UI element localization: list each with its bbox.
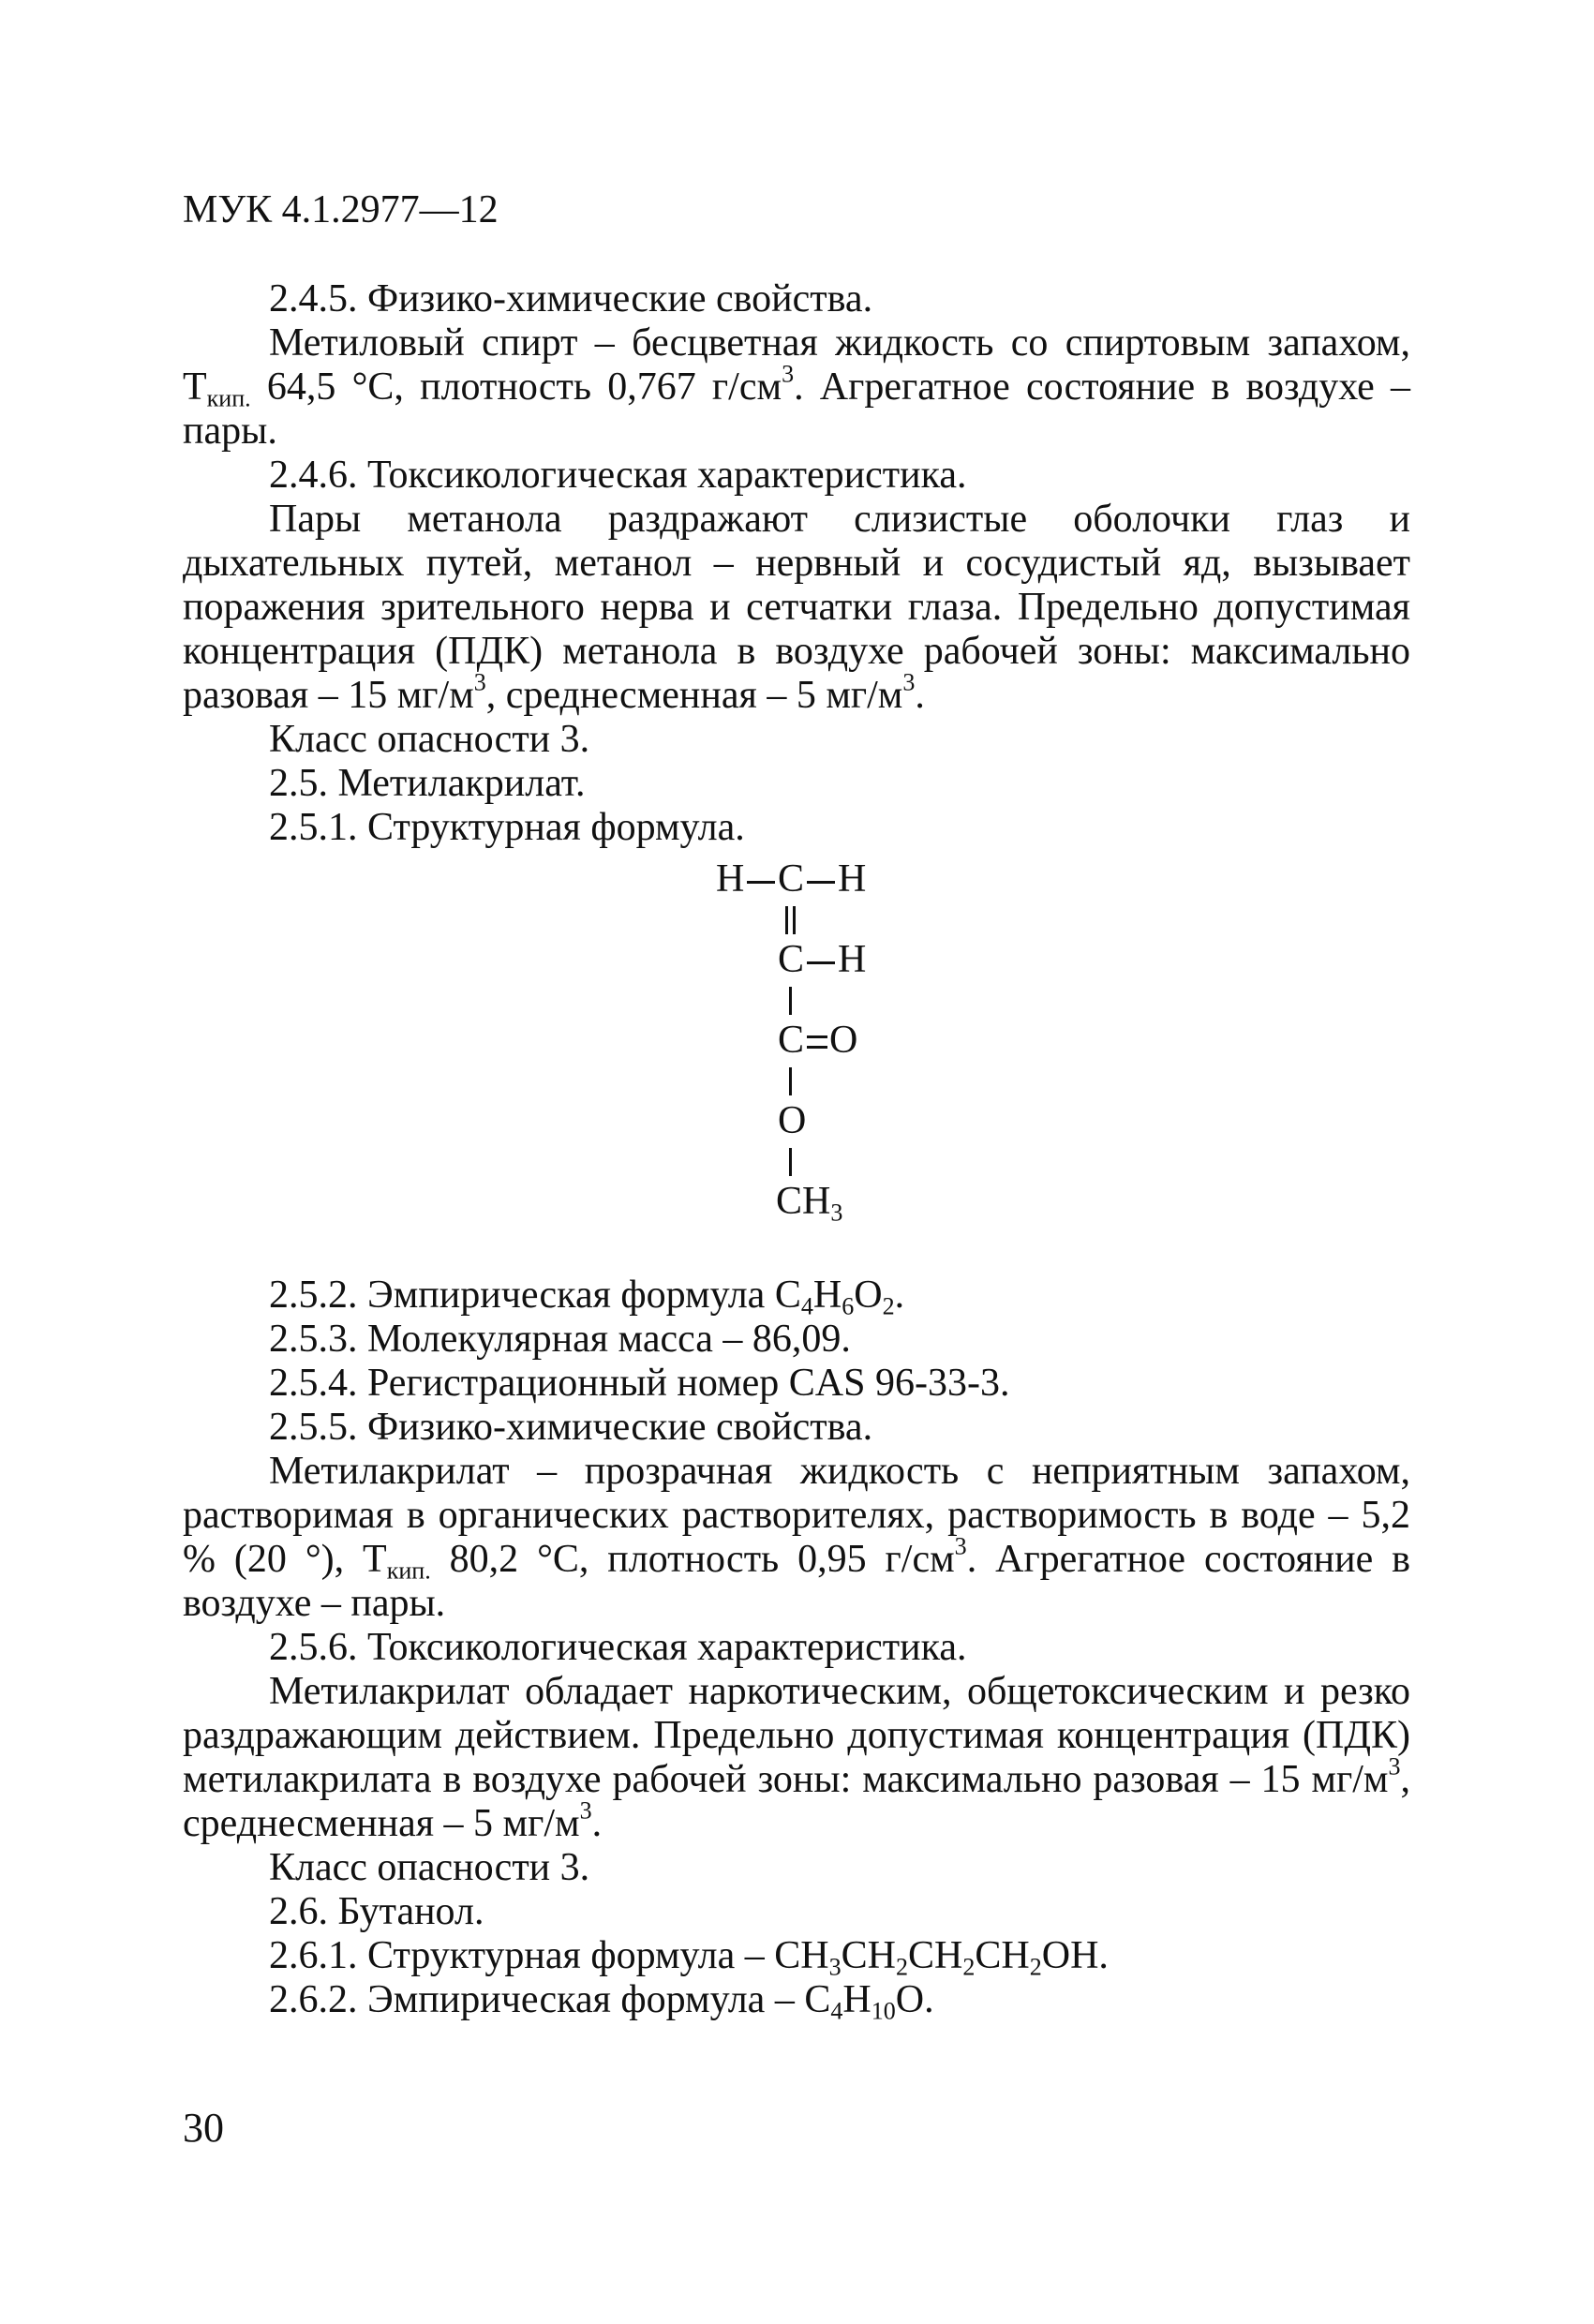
formula-bond	[789, 1067, 792, 1095]
page-body	[183, 277, 1410, 2025]
section-2-5-6-text: Метилакрилат обладает наркотическим, общетоксическим и резко раздражающим действием. Предельно допустимая концентрация (ПДК) метилакрилата в воздухе рабочей зоны: максимально разовая – 15 $мг/м^3$, среднесменная – 5 $мг/м^3$.	[183, 1670, 1410, 1845]
formula-double-bond	[785, 906, 788, 934]
page-number: 30	[183, 2105, 224, 2151]
formula-o-carbonyl: O	[829, 1019, 858, 1062]
section-2-5-1-heading: 2.5.1. Структурная формула.	[269, 806, 745, 849]
section-2-4-5-text: Метиловый спирт – бесцветная жидкость со спиртовым запахом, $Т_{кип.}$ 64,5 °С, плотность 0,767 $г/см^3$. Агрегатное состояние в воздухе – пары.	[183, 321, 1410, 453]
section-2-6-2: 2.6.2. Эмпирическая формула – $C_4H_{10}O$.	[269, 1978, 934, 2025]
formula-ch3: $CH_3$	[776, 1180, 843, 1227]
section-2-4-5-heading: 2.4.5. Физико-химические свойства.	[269, 277, 873, 320]
section-2-4-6-heading: 2.4.6. Токсикологическая характеристика.	[269, 454, 967, 497]
formula-c3: C	[778, 1019, 805, 1062]
section-2-6-heading: 2.6. Бутанол.	[269, 1890, 484, 1933]
formula-double-bond	[793, 906, 796, 934]
formula-h2: H	[838, 938, 867, 981]
section-2-4-6-text: Пары метанола раздражают слизистые оболочки глаз и дыхательных путей, метанол – нервный и сосудистый яд, вызывает поражения зрительного нерва и сетчатки глаза. Предельно допустимая концентрация (ПДК) метанола в воздухе рабочей зоны: максимально разовая – 15 $мг/м^3$, среднесменная – 5 $мг/м^3$.	[183, 498, 1410, 717]
formula-c2: C	[778, 938, 805, 981]
section-2-6-1: 2.6.1. Структурная формула – $CH_3CH_2CH_2CH_2OH$.	[269, 1934, 1109, 1981]
formula-bond	[789, 1148, 792, 1176]
section-2-5-4: 2.5.4. Регистрационный номер CAS 96-33-3.	[269, 1362, 1010, 1405]
formula-double-bond	[807, 1046, 827, 1049]
section-2-5-5-heading: 2.5.5. Физико-химические свойства.	[269, 1406, 873, 1449]
formula-bond	[747, 881, 775, 884]
formula-h-right: H	[838, 857, 867, 901]
formula-double-bond	[807, 1035, 827, 1038]
document-code: МУК 4.1.2977—12	[183, 188, 499, 231]
section-2-5-2: 2.5.2. Эмпирическая формула $C_4H_6O_2$.	[269, 1274, 905, 1320]
section-2-5-heading: 2.5. Метилакрилат.	[269, 762, 586, 805]
formula-h-left: H	[716, 857, 745, 901]
methyl-acrylate-structural-formula	[183, 857, 1410, 1260]
formula-bond	[789, 987, 792, 1015]
formula-bond	[807, 961, 835, 964]
section-2-5-3: 2.5.3. Молекулярная масса – 86,09.	[269, 1318, 851, 1361]
section-2-5-5-text: Метилакрилат – прозрачная жидкость с неприятным запахом, растворимая в органических растворителях, растворимость в воде – 5,2 % (20 °), $Т_{кип.}$ 80,2 °С, плотность 0,95 $г/см^3$. Агрегатное состояние в воздухе – пары.	[183, 1450, 1410, 1625]
section-2-5-6-hazard-class: Класс опасности 3.	[269, 1846, 590, 1889]
section-2-5-6-heading: 2.5.6. Токсикологическая характеристика.	[269, 1626, 967, 1669]
section-2-4-6-hazard-class: Класс опасности 3.	[269, 718, 590, 761]
formula-o-ester: O	[778, 1099, 807, 1142]
formula-bond	[807, 881, 835, 884]
formula-c1: C	[778, 857, 805, 901]
